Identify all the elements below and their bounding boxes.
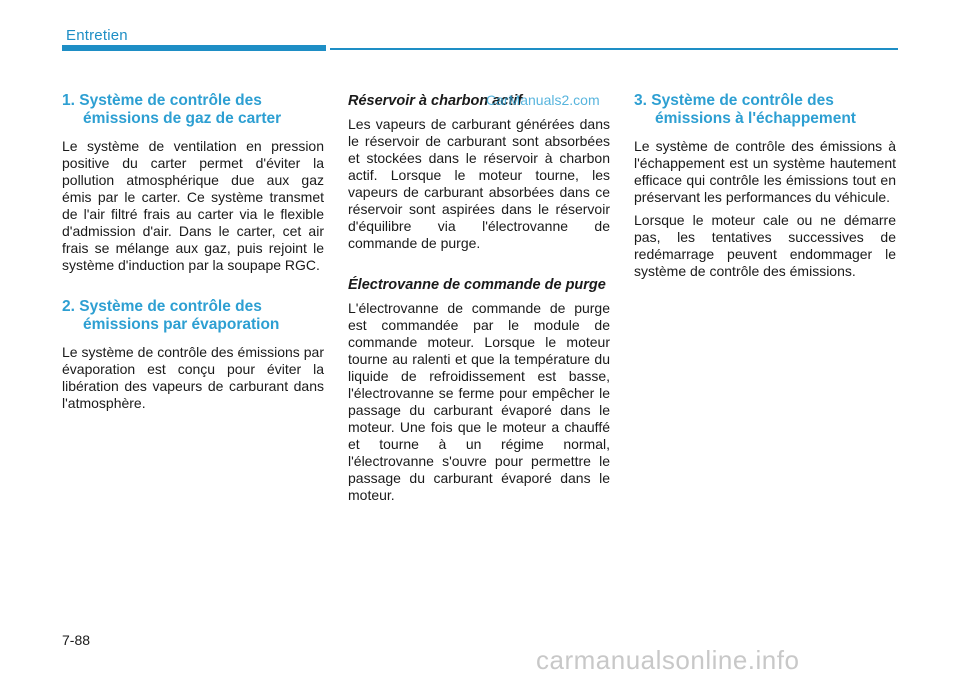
heading-crankcase-emissions <box>62 92 324 128</box>
heading-line1: Système de contrôle des <box>79 92 262 109</box>
heading-line2: émissions par évaporation <box>83 316 280 333</box>
watermark-bottom: carmanualsonline.info <box>536 645 800 675</box>
heading-number: 2. <box>62 298 75 315</box>
watermark-top: CarManuals2.com <box>486 92 600 108</box>
heading-exhaust-emissions <box>634 92 896 128</box>
subheading-purge-valve: Électrovanne de commande de purge <box>348 277 606 293</box>
paragraph-exhaust-2: Lorsque le moteur cale ou ne démarre pas, les tentatives successives de redémarrage peuvent endommager le système de contrôle des émissions. <box>634 212 896 279</box>
middle-column <box>348 92 610 504</box>
heading-number: 3. <box>634 92 647 109</box>
left-column <box>62 92 324 412</box>
page-number: 7-88 <box>62 632 91 648</box>
paragraph-charcoal-canister: Les vapeurs de carburant générées dans le réservoir de carburant sont absorbées et stockées dans le réservoir à charbon actif. Lorsque le moteur tourne, les vapeurs de carburant absorbées dans ce réservoir sont aspirées dans le réservoir d'équilibre via l'électrovanne de commande de purge. <box>348 116 610 251</box>
header-accent-bar <box>62 45 326 51</box>
paragraph-purge-valve: L'électrovanne de commande de purge est commandée par le module de commande moteur. Lorsque le moteur tourne au ralenti et que la température du liquide de refroidissement est basse, l'électrovanne se ferme pour empêcher le passage du carburant évaporé dans le moteur. Une fois que le moteur a chauffé et tourne à un régime normal, l'électrovanne s'ouvre pour permettre le passage du carburant évaporé dans le moteur. <box>348 300 610 503</box>
paragraph-evaporative: Le système de contrôle des émissions par évaporation est conçu pour éviter la libération des vapeurs de carburant dans l'atmosphère. <box>62 344 324 411</box>
right-column <box>634 92 896 280</box>
section-title: Entretien <box>66 27 128 44</box>
subheading-charcoal-canister: Réservoir à charbon actif <box>348 93 523 109</box>
heading-line1: Système de contrôle des <box>651 92 834 109</box>
heading-line2: émissions de gaz de carter <box>83 110 282 127</box>
heading-number: 1. <box>62 92 75 109</box>
heading-line1: Système de contrôle des <box>79 298 262 315</box>
heading-evaporative-emissions <box>62 298 324 334</box>
paragraph-crankcase: Le système de ventilation en pression positive du carter permet d'éviter la pollution atmosphérique due aux gaz émis par le carter. Ce système transmet de l'air filtré frais au carter via le flexible d'admission d'air. Dans le carter, cet air frais se mélange aux gaz, puis rejoint le système d'induction par la soupape RGC. <box>62 138 324 273</box>
paragraph-exhaust-1: Le système de contrôle des émissions à l'échappement est un système hautement efficace qui contrôle les émissions tout en préservant les performances du véhicule. <box>634 138 896 205</box>
heading-line2: émissions à l'échappement <box>655 110 856 127</box>
header-divider <box>330 48 898 50</box>
